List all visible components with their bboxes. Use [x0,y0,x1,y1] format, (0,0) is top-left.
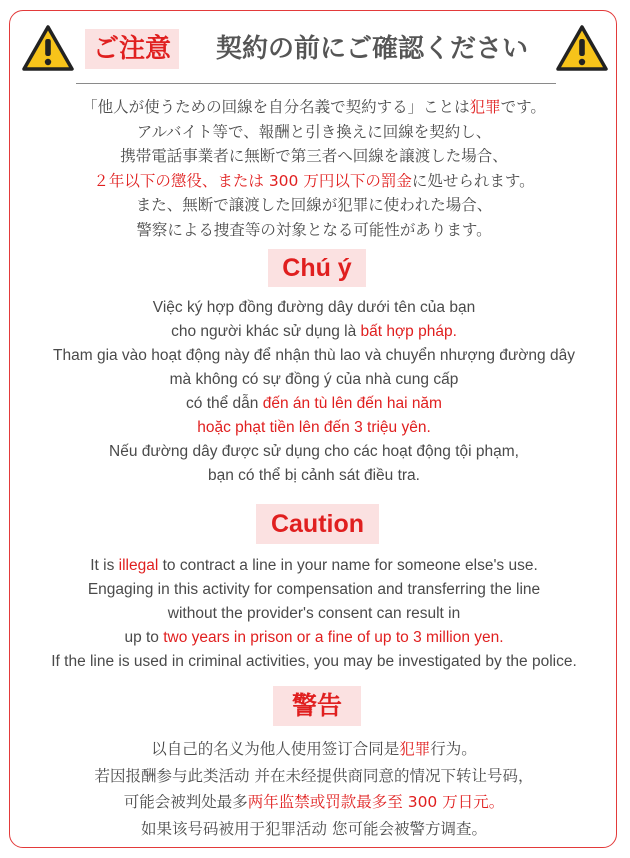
jp-line-3: 携帯電話事業者に無断で第三者へ回線を譲渡した場合、 [120,147,508,165]
jp-line-4 [12,169,616,194]
en-text: It is [90,557,119,574]
en-line-1 [12,554,616,578]
header-divider [76,83,556,84]
en-line-4 [12,626,616,650]
vietnamese-notice [12,296,616,488]
vi-line-5 [12,392,616,416]
vi-line-3: Tham gia vào hoạt động này để nhận thù lao và chuyển nhượng đường dây [53,347,575,364]
vi-text: có thể dẫn [186,395,263,412]
jp-emphasis: 犯罪 [469,98,501,116]
vi-text: cho người khác sử dụng là [171,323,361,340]
en-emphasis: two years in prison or a fine of up to 3 million yen. [163,629,504,646]
zh-emphasis: 两年监禁或罚款最多至 300 万日元。 [247,793,505,811]
en-line-2: Engaging in this activity for compensation and transferring the line [87,581,541,598]
jp-text: に処せられます。 [411,171,535,190]
zh-line-3 [12,789,616,816]
vietnamese-heading: Chú ý [268,249,366,287]
english-notice [12,554,616,674]
zh-line-2: 若因报酬参与此类活动 并在未经提供商同意的情况下转让号码， [94,766,534,785]
page-title: 契約の前にご確認ください [216,34,529,64]
notice-badge: ご注意 [85,29,179,69]
vi-line-6: hoặc phạt tiền lên đến 3 triệu yên. [197,419,431,436]
vi-line-8: bạn có thể bị cảnh sát điều tra. [208,467,420,484]
vi-emphasis: bất hợp pháp. [360,323,457,340]
zh-text: 行为。 [430,740,477,758]
en-line-3: without the provider's consent can result in [167,605,461,622]
vi-emphasis: đến án tù lên đến hai năm [262,395,442,412]
zh-text: 可能会被判处最多 [123,793,248,811]
japanese-notice [12,95,616,242]
chinese-notice [12,736,616,842]
jp-line-1 [12,95,616,120]
chinese-heading: 警告 [273,686,361,726]
jp-text: です。 [500,98,546,116]
english-heading: Caution [256,504,379,544]
zh-line-1 [12,736,616,763]
vi-line-4: mà không có sự đồng ý của nhà cung cấp [169,371,459,388]
jp-emphasis: ２年以下の懲役、または 300 万円以下の罰金 [93,171,412,190]
jp-line-6: 警察による捜査等の対象となる可能性があります。 [136,220,492,239]
zh-text: 以自己的名义为他人使用签订合同是 [151,740,400,758]
jp-text: 「他人が使うための回線を自分名義で契約する」ことは [82,98,470,116]
en-text: to contract a line in your name for someone else's use. [158,557,538,574]
warning-icon [22,24,74,72]
jp-line-5: また、無断で譲渡した回線が犯罪に使われた場合、 [135,196,493,214]
zh-emphasis: 犯罪 [399,740,431,758]
vi-line-2 [12,320,616,344]
notice-header [22,24,608,76]
zh-line-4: 如果该号码被用于犯罪活动 您可能会被警方调查。 [141,819,487,838]
jp-line-2: アルバイト等で、報酬と引き換えに回線を契約し、 [136,122,492,141]
en-line-5: If the line is used in criminal activities, you may be investigated by the police. [51,653,577,670]
en-emphasis: illegal [118,557,159,574]
vi-line-7: Nếu đường dây được sử dụng cho các hoạt động tội phạm, [109,443,519,460]
en-text: up to [124,629,164,646]
vi-line-1: Việc ký hợp đồng đường dây dưới tên của bạn [152,299,476,316]
warning-icon [556,24,608,72]
